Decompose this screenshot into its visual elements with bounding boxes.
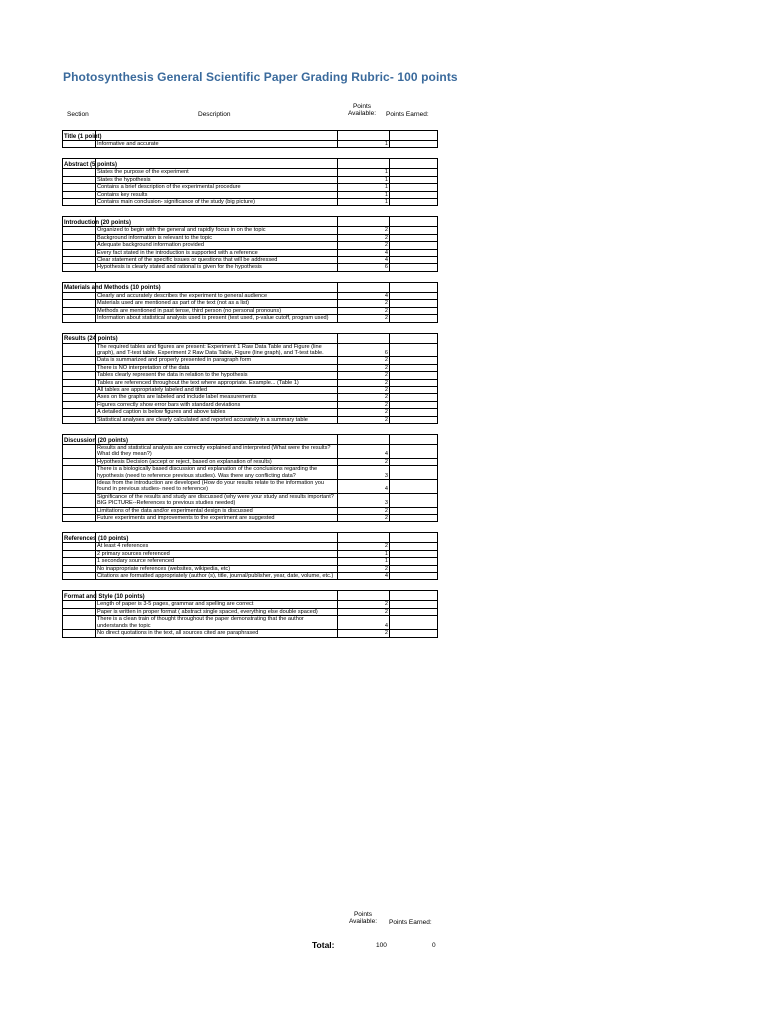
section-cell <box>63 493 96 507</box>
criterion-points-earned[interactable] <box>390 227 438 234</box>
criterion-points-earned[interactable] <box>390 608 438 615</box>
criterion-description: States the purpose of the experiment <box>96 169 338 176</box>
criterion-description: Axes on the graphs are labeled and include label measurements <box>96 394 338 401</box>
section-header-available-cell <box>338 159 390 169</box>
rubric-table <box>62 130 438 638</box>
section-header-row <box>63 533 438 543</box>
criterion-row <box>63 394 438 401</box>
criterion-points-available: 2 <box>338 565 390 572</box>
section-cell <box>63 199 96 206</box>
criterion-description: Figures correctly show error bars with standard deviations <box>96 401 338 408</box>
section-spacer <box>63 271 438 282</box>
section-header-available-cell <box>338 434 390 444</box>
criterion-points-available: 3 <box>338 466 390 480</box>
criterion-description: Length of paper is 3-5 pages, grammar and spelling are correct <box>96 601 338 608</box>
section-cell <box>63 386 96 393</box>
section-cell <box>63 515 96 522</box>
spacer-cell <box>63 271 438 282</box>
criterion-row <box>63 199 438 206</box>
criterion-row <box>63 458 438 465</box>
section-header-row <box>63 333 438 343</box>
criterion-row <box>63 249 438 256</box>
section-cell <box>63 343 96 357</box>
section-spacer <box>63 522 438 533</box>
criterion-points-available: 2 <box>338 601 390 608</box>
spacer-cell <box>63 206 438 217</box>
total-available-value: 100 <box>376 942 387 949</box>
criterion-description: Organized to begin with the general and rapidly focus in on the topic <box>96 227 338 234</box>
criterion-row <box>63 573 438 580</box>
criterion-row <box>63 292 438 299</box>
section-header-row <box>63 159 438 169</box>
section-header-row <box>63 434 438 444</box>
section-cell <box>63 630 96 637</box>
spacer-cell <box>63 580 438 591</box>
criterion-description: There is a biologically based discussion and explanation of the conclusions regarding the hypothesis (need to reference previous studies). Was there any conflicting data? <box>96 466 338 480</box>
criterion-points-available: 3 <box>338 493 390 507</box>
criterion-row <box>63 191 438 198</box>
criterion-description: Paper is written in proper format ( abstract single spaced, everything else double spaced) <box>96 608 338 615</box>
spacer-cell <box>63 322 438 333</box>
criterion-row <box>63 169 438 176</box>
criterion-description: Hypothesis is clearly stated and rational is given for the hypothesis <box>96 264 338 271</box>
criterion-row <box>63 507 438 514</box>
section-name: Format and Style (10 points) <box>63 591 96 601</box>
section-spacer <box>63 580 438 591</box>
criterion-description: 1 secondary source referenced <box>96 558 338 565</box>
section-header-desc-cell <box>96 333 338 343</box>
section-cell <box>63 601 96 608</box>
section-name: Discussion (20 points) <box>63 434 96 444</box>
criterion-points-available: 1 <box>338 141 390 148</box>
section-cell <box>63 357 96 364</box>
page-title: Photosynthesis General Scientific Paper Grading Rubric- 100 points <box>63 70 458 84</box>
criterion-points-earned[interactable] <box>390 300 438 307</box>
criterion-row <box>63 565 438 572</box>
criterion-row <box>63 307 438 314</box>
criterion-description: There is a clean train of thought throughout the paper demonstrating that the author understands the topic <box>96 616 338 630</box>
criterion-points-available: 2 <box>338 458 390 465</box>
section-header-desc-cell <box>96 131 338 141</box>
criterion-points-available: 2 <box>338 543 390 550</box>
criterion-points-available: 6 <box>338 343 390 357</box>
criterion-points-earned[interactable] <box>390 176 438 183</box>
criterion-row <box>63 616 438 630</box>
criterion-points-earned[interactable] <box>390 507 438 514</box>
criterion-description: Materials used are mentioned as part of the text (not as a list) <box>96 300 338 307</box>
criterion-description: 2 primary sources referenced <box>96 550 338 557</box>
criterion-points-earned[interactable] <box>390 409 438 416</box>
header-points-earned: Points Earned: <box>386 111 429 118</box>
criterion-points-earned[interactable] <box>390 565 438 572</box>
section-header-available-cell <box>338 591 390 601</box>
section-spacer <box>63 423 438 434</box>
criterion-points-earned[interactable] <box>390 493 438 507</box>
criterion-row <box>63 480 438 494</box>
criterion-points-available: 4 <box>338 249 390 256</box>
criterion-points-earned[interactable] <box>390 315 438 322</box>
criterion-description: Contains a brief description of the experimental procedure <box>96 184 338 191</box>
criterion-row <box>63 515 438 522</box>
criterion-description: Tables clearly represent the data in relation to the hypothesis <box>96 372 338 379</box>
criterion-points-earned[interactable] <box>390 558 438 565</box>
section-cell <box>63 234 96 241</box>
criterion-row <box>63 227 438 234</box>
criterion-description: Adequate background information provided <box>96 242 338 249</box>
criterion-points-earned[interactable] <box>390 515 438 522</box>
criterion-points-available: 2 <box>338 401 390 408</box>
criterion-row <box>63 257 438 264</box>
section-header-available-cell <box>338 282 390 292</box>
criterion-description: Citations are formatted appropriately (author (s), title, journal/publisher, year, date, volume, etc.) <box>96 573 338 580</box>
section-header-earned-cell <box>390 591 438 601</box>
criterion-row <box>63 379 438 386</box>
section-name: Results (24 points) <box>63 333 96 343</box>
section-cell <box>63 458 96 465</box>
criterion-points-earned[interactable] <box>390 264 438 271</box>
criterion-row <box>63 558 438 565</box>
section-cell <box>63 565 96 572</box>
criterion-description: Contains main conclusion- significance of the study (big picture) <box>96 199 338 206</box>
section-header-desc-cell <box>96 533 338 543</box>
section-cell <box>63 292 96 299</box>
criterion-row <box>63 409 438 416</box>
criterion-points-earned[interactable] <box>390 573 438 580</box>
section-name: Materials and Methods (10 points) <box>63 282 96 292</box>
section-cell <box>63 249 96 256</box>
criterion-description: Results and statistical analysis are correctly explained and interpreted (What were the results? What did they mean?) <box>96 444 338 458</box>
criterion-points-earned[interactable] <box>390 630 438 637</box>
criterion-points-available: 2 <box>338 372 390 379</box>
footer-points-earned: Points Earned: <box>389 919 432 926</box>
criterion-row <box>63 444 438 458</box>
criterion-points-earned[interactable] <box>390 199 438 206</box>
criterion-description: Ideas from the introduction are developed (How do your results relate to the information you found in previous studies- need to reference) <box>96 480 338 494</box>
criterion-description: No direct quotations in the text, all sources cited are paraphrased <box>96 630 338 637</box>
criterion-row <box>63 141 438 148</box>
criterion-row <box>63 493 438 507</box>
criterion-description: Tables are referenced throughout the text where appropriate. Example... (Table 1) <box>96 379 338 386</box>
criterion-points-earned[interactable] <box>390 458 438 465</box>
section-header-row <box>63 131 438 141</box>
section-cell <box>63 409 96 416</box>
section-cell <box>63 379 96 386</box>
section-header-row <box>63 282 438 292</box>
criterion-points-available: 2 <box>338 608 390 615</box>
criterion-points-available: 4 <box>338 480 390 494</box>
rubric-body <box>63 131 438 638</box>
criterion-points-earned[interactable] <box>390 307 438 314</box>
section-header-earned-cell <box>390 333 438 343</box>
criterion-row <box>63 242 438 249</box>
section-header-earned-cell <box>390 533 438 543</box>
criterion-row <box>63 416 438 423</box>
criterion-row <box>63 608 438 615</box>
criterion-points-earned[interactable] <box>390 242 438 249</box>
criterion-points-earned[interactable] <box>390 343 438 357</box>
criterion-points-earned[interactable] <box>390 364 438 371</box>
section-header-available-cell <box>338 333 390 343</box>
criterion-points-earned[interactable] <box>390 550 438 557</box>
criterion-description: Future experiments and improvements to the experiment are suggested <box>96 515 338 522</box>
section-cell <box>63 372 96 379</box>
criterion-description: Contains key results <box>96 191 338 198</box>
section-name: Title (1 point) <box>63 131 96 141</box>
criterion-points-available: 2 <box>338 507 390 514</box>
section-header-earned-cell <box>390 159 438 169</box>
section-cell <box>63 550 96 557</box>
criterion-row <box>63 372 438 379</box>
section-header-desc-cell <box>96 159 338 169</box>
criterion-row <box>63 543 438 550</box>
criterion-points-available: 2 <box>338 386 390 393</box>
criterion-points-available: 2 <box>338 416 390 423</box>
criterion-points-available: 4 <box>338 444 390 458</box>
section-cell <box>63 616 96 630</box>
section-cell <box>63 264 96 271</box>
criterion-points-earned[interactable] <box>390 357 438 364</box>
header-points-available: Points Available: <box>347 103 377 117</box>
section-spacer <box>63 322 438 333</box>
criterion-description: At least 4 references <box>96 543 338 550</box>
criterion-points-earned[interactable] <box>390 257 438 264</box>
header-description: Description <box>198 111 231 118</box>
criterion-description: All tables are appropriately labeled and titled <box>96 386 338 393</box>
criterion-points-available: 1 <box>338 184 390 191</box>
criterion-points-available: 4 <box>338 257 390 264</box>
criterion-points-available: 2 <box>338 307 390 314</box>
criterion-description: Data is summarized and properly presented in paragraph form <box>96 357 338 364</box>
criterion-points-earned[interactable] <box>390 234 438 241</box>
criterion-row <box>63 386 438 393</box>
section-name: References (10 points) <box>63 533 96 543</box>
criterion-points-earned[interactable] <box>390 372 438 379</box>
criterion-points-available: 1 <box>338 550 390 557</box>
section-cell <box>63 573 96 580</box>
criterion-description: Limitations of the data and/or experimental design is discussed <box>96 507 338 514</box>
criterion-points-earned[interactable] <box>390 386 438 393</box>
criterion-description: Hypothesis Decision (accept or reject, based on explanation of results) <box>96 458 338 465</box>
criterion-row <box>63 630 438 637</box>
section-cell <box>63 364 96 371</box>
criterion-points-earned[interactable] <box>390 401 438 408</box>
criterion-points-earned[interactable] <box>390 169 438 176</box>
total-earned-value: 0 <box>432 942 436 949</box>
criterion-description: Clearly and accurately describes the experiment to general audience <box>96 292 338 299</box>
section-cell <box>63 543 96 550</box>
criterion-points-earned[interactable] <box>390 292 438 299</box>
criterion-description: Clear statement of the specific issues or questions that will be addressed <box>96 257 338 264</box>
criterion-points-earned[interactable] <box>390 141 438 148</box>
criterion-description: Statistical analyses are clearly calculated and reported accurately in a summary table <box>96 416 338 423</box>
section-spacer <box>63 206 438 217</box>
criterion-row <box>63 466 438 480</box>
section-spacer <box>63 148 438 159</box>
section-cell <box>63 169 96 176</box>
section-header-earned-cell <box>390 434 438 444</box>
section-cell <box>63 191 96 198</box>
header-section: Section <box>67 111 89 118</box>
section-cell <box>63 394 96 401</box>
criterion-description: Background information is relevant to the topic <box>96 234 338 241</box>
criterion-points-earned[interactable] <box>390 249 438 256</box>
section-cell <box>63 608 96 615</box>
section-cell <box>63 558 96 565</box>
section-cell <box>63 176 96 183</box>
criterion-points-available: 2 <box>338 300 390 307</box>
criterion-description: There is NO interpretation of the data <box>96 364 338 371</box>
criterion-points-available: 1 <box>338 191 390 198</box>
criterion-row <box>63 315 438 322</box>
criterion-row <box>63 343 438 357</box>
section-cell <box>63 507 96 514</box>
footer-points-available: Points Available: <box>348 911 378 925</box>
criterion-points-available: 4 <box>338 573 390 580</box>
section-cell <box>63 466 96 480</box>
criterion-points-available: 2 <box>338 515 390 522</box>
criterion-points-earned[interactable] <box>390 543 438 550</box>
section-header-desc-cell <box>96 217 338 227</box>
criterion-points-available: 2 <box>338 630 390 637</box>
section-cell <box>63 184 96 191</box>
criterion-points-earned[interactable] <box>390 184 438 191</box>
spacer-cell <box>63 148 438 159</box>
criterion-points-earned[interactable] <box>390 480 438 494</box>
criterion-points-available: 1 <box>338 199 390 206</box>
criterion-row <box>63 601 438 608</box>
section-header-earned-cell <box>390 131 438 141</box>
criterion-points-available: 2 <box>338 394 390 401</box>
criterion-points-available: 2 <box>338 364 390 371</box>
criterion-row <box>63 264 438 271</box>
criterion-row <box>63 234 438 241</box>
criterion-description: Methods are mentioned in past tense, third person (no personal pronouns) <box>96 307 338 314</box>
spacer-cell <box>63 522 438 533</box>
criterion-description: States the hypothesis <box>96 176 338 183</box>
criterion-points-available: 2 <box>338 357 390 364</box>
criterion-points-earned[interactable] <box>390 379 438 386</box>
criterion-points-available: 2 <box>338 409 390 416</box>
section-cell <box>63 480 96 494</box>
criterion-row <box>63 176 438 183</box>
section-cell <box>63 242 96 249</box>
criterion-points-earned[interactable] <box>390 601 438 608</box>
criterion-points-earned[interactable] <box>390 394 438 401</box>
criterion-description: A detailed caption is below figures and above tables <box>96 409 338 416</box>
section-header-earned-cell <box>390 282 438 292</box>
criterion-row <box>63 364 438 371</box>
section-cell <box>63 307 96 314</box>
criterion-points-available: 2 <box>338 234 390 241</box>
criterion-description: Information about statistical analysis used is present (test used, p-value cutoff, program used) <box>96 315 338 322</box>
section-cell <box>63 401 96 408</box>
criterion-points-earned[interactable] <box>390 444 438 458</box>
section-cell <box>63 300 96 307</box>
section-cell <box>63 444 96 458</box>
section-header-available-cell <box>338 131 390 141</box>
criterion-points-earned[interactable] <box>390 416 438 423</box>
criterion-row <box>63 357 438 364</box>
criterion-points-available: 4 <box>338 292 390 299</box>
criterion-description: No inappropriate references (websites, wikipedia, etc) <box>96 565 338 572</box>
section-name: Introduction (20 points) <box>63 217 96 227</box>
section-header-desc-cell <box>96 434 338 444</box>
criterion-points-available: 2 <box>338 315 390 322</box>
criterion-points-available: 2 <box>338 227 390 234</box>
criterion-points-available: 2 <box>338 242 390 249</box>
section-name: Abstract (5 points) <box>63 159 96 169</box>
criterion-points-earned[interactable] <box>390 191 438 198</box>
criterion-points-available: 4 <box>338 616 390 630</box>
criterion-points-available: 1 <box>338 176 390 183</box>
section-header-earned-cell <box>390 217 438 227</box>
criterion-description: Informative and accurate <box>96 141 338 148</box>
section-cell <box>63 257 96 264</box>
section-cell <box>63 315 96 322</box>
criterion-row <box>63 550 438 557</box>
criterion-points-available: 2 <box>338 379 390 386</box>
section-header-available-cell <box>338 217 390 227</box>
criterion-description: The required tables and figures are present: Experiment 1 Raw Data Table and Figure (line graph), and T-test table. Experiment 2 Raw Data Table, Figure (line graph), and T-test table. <box>96 343 338 357</box>
criterion-points-available: 1 <box>338 558 390 565</box>
criterion-description: Every fact stated in the introduction is supported with a reference <box>96 249 338 256</box>
criterion-description: Significance of the results and study are discussed (why were your study and results important? BIG PICTURE--References to previous studies needed) <box>96 493 338 507</box>
section-header-row <box>63 217 438 227</box>
spacer-cell <box>63 423 438 434</box>
criterion-row <box>63 300 438 307</box>
criterion-row <box>63 184 438 191</box>
section-cell <box>63 141 96 148</box>
criterion-points-available: 6 <box>338 264 390 271</box>
criterion-row <box>63 401 438 408</box>
criterion-points-available: 1 <box>338 169 390 176</box>
section-header-row <box>63 591 438 601</box>
section-header-available-cell <box>338 533 390 543</box>
section-cell <box>63 416 96 423</box>
criterion-points-earned[interactable] <box>390 466 438 480</box>
criterion-points-earned[interactable] <box>390 616 438 630</box>
section-cell <box>63 227 96 234</box>
total-label: Total: <box>312 940 335 950</box>
